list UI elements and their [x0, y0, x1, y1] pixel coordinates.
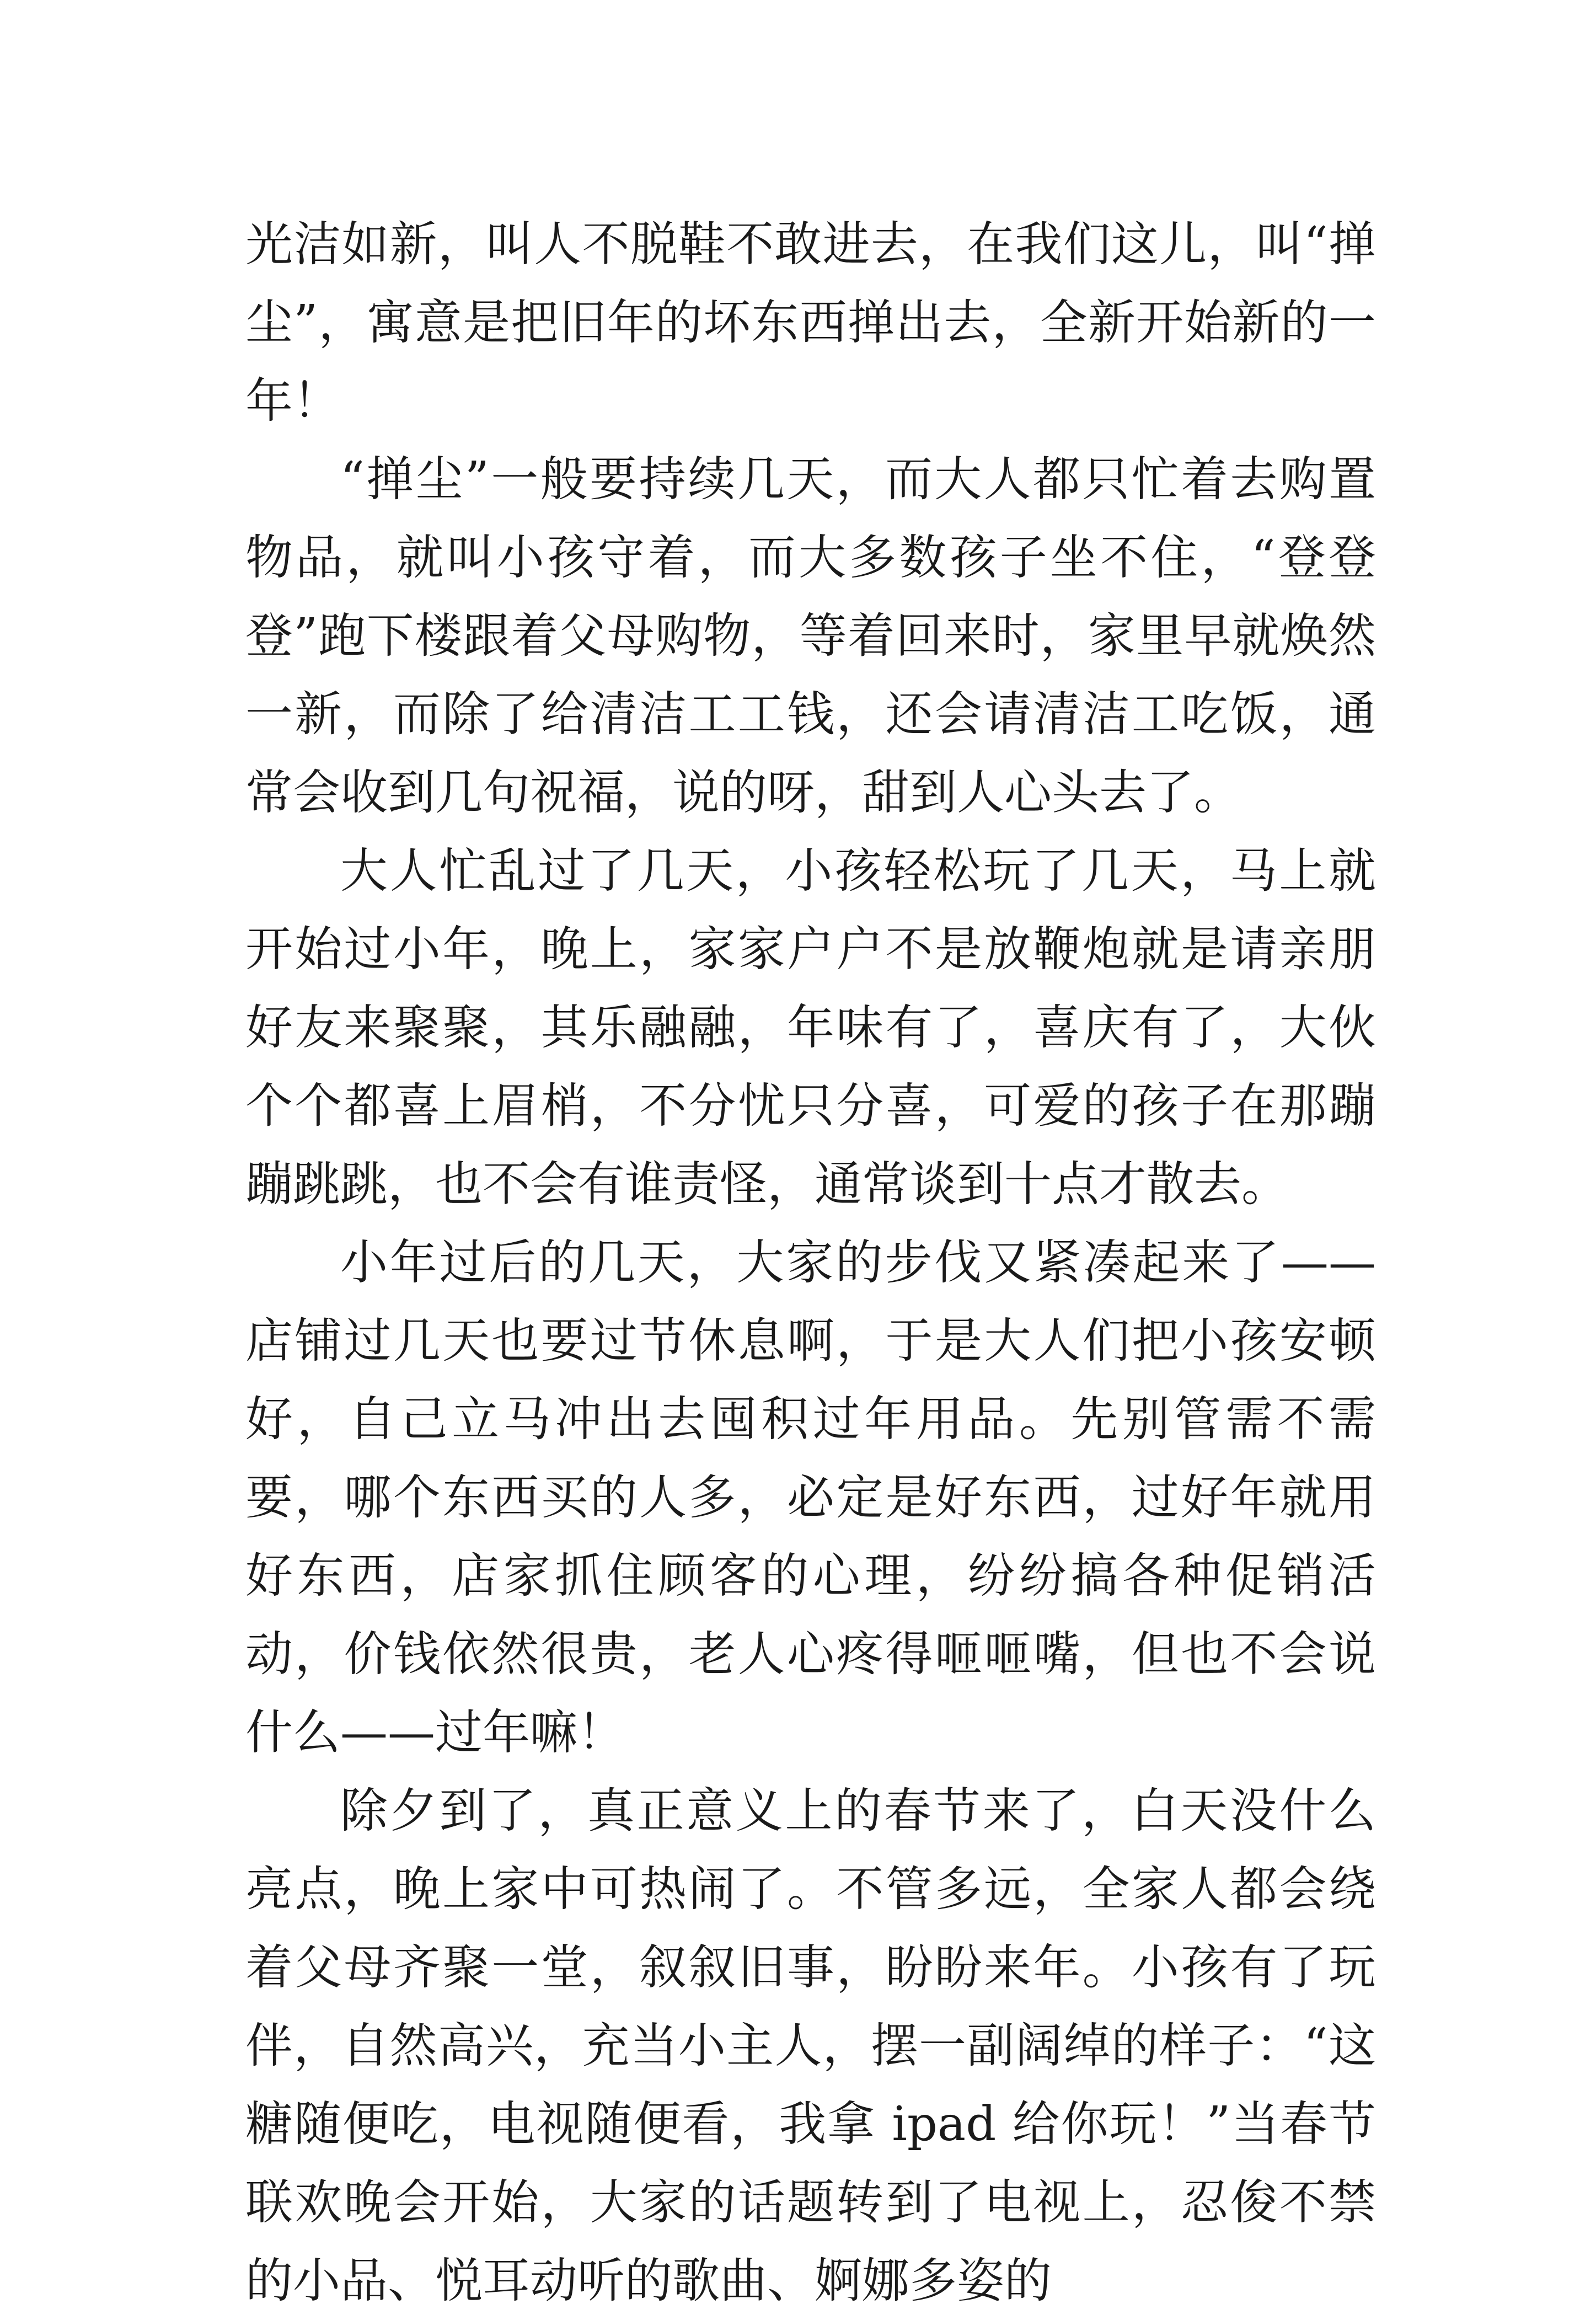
body-text: [245, 205, 1376, 2320]
paragraph-continued: 光洁如新，叫人不脱鞋不敢进去，在我们这儿，叫“掸尘”，寓意是把旧年的坏东西掸出去，全新开始新的一年！: [245, 217, 1376, 429]
paragraph-dust-sweeping: “掸尘”一般要持续几天，而大人都只忙着去购置物品，就叫小孩守着，而大多数孩子坐不住，“登登登”跑下楼跟着父母购物，等着回来时，家里早就焕然一新，而除了给清洁工工钱，还会请清洁工吃饭，通常会收到几句祝福，说的呀，甜到人心头去了。: [245, 452, 1376, 820]
paragraph-little-new-year: 大人忙乱过了几天，小孩轻松玩了几天，马上就开始过小年，晚上，家家户户不是放鞭炮就是请亲朋好友来聚聚，其乐融融，年味有了，喜庆有了，大伙个个都喜上眉梢，不分忧只分喜，可爱的孩子在那蹦蹦跳跳，也不会有谁责怪，通常谈到十点才散去。: [245, 843, 1376, 1212]
paragraph-new-years-eve: 除夕到了，真正意义上的春节来了，白天没什么亮点，晚上家中可热闹了。不管多远，全家人都会绕着父母齐聚一堂，叙叙旧事，盼盼来年。小孩有了玩伴，自然高兴，充当小主人，摆一副阔绰的样子：“这糖随便吃，电视随便看，我拿 ipad 给你玩！”当春节联欢晚会开始，大家的话题转到了电视上，忍俊不禁的小品、悦耳动听的歌曲、婀娜多姿的: [245, 1783, 1376, 2308]
paragraph-shopping: 小年过后的几天，大家的步伐又紧凑起来了——店铺过几天也要过节休息啊，于是大人们把小孩安顿好，自己立马冲出去囤积过年用品。先别管需不需要，哪个东西买的人多，必定是好东西，过好年就用好东西，店家抓住顾客的心理，纷纷搞各种促销活动，价钱依然很贵，老人心疼得咂咂嘴，但也不会说什么——过年嘛！: [245, 1235, 1376, 1760]
